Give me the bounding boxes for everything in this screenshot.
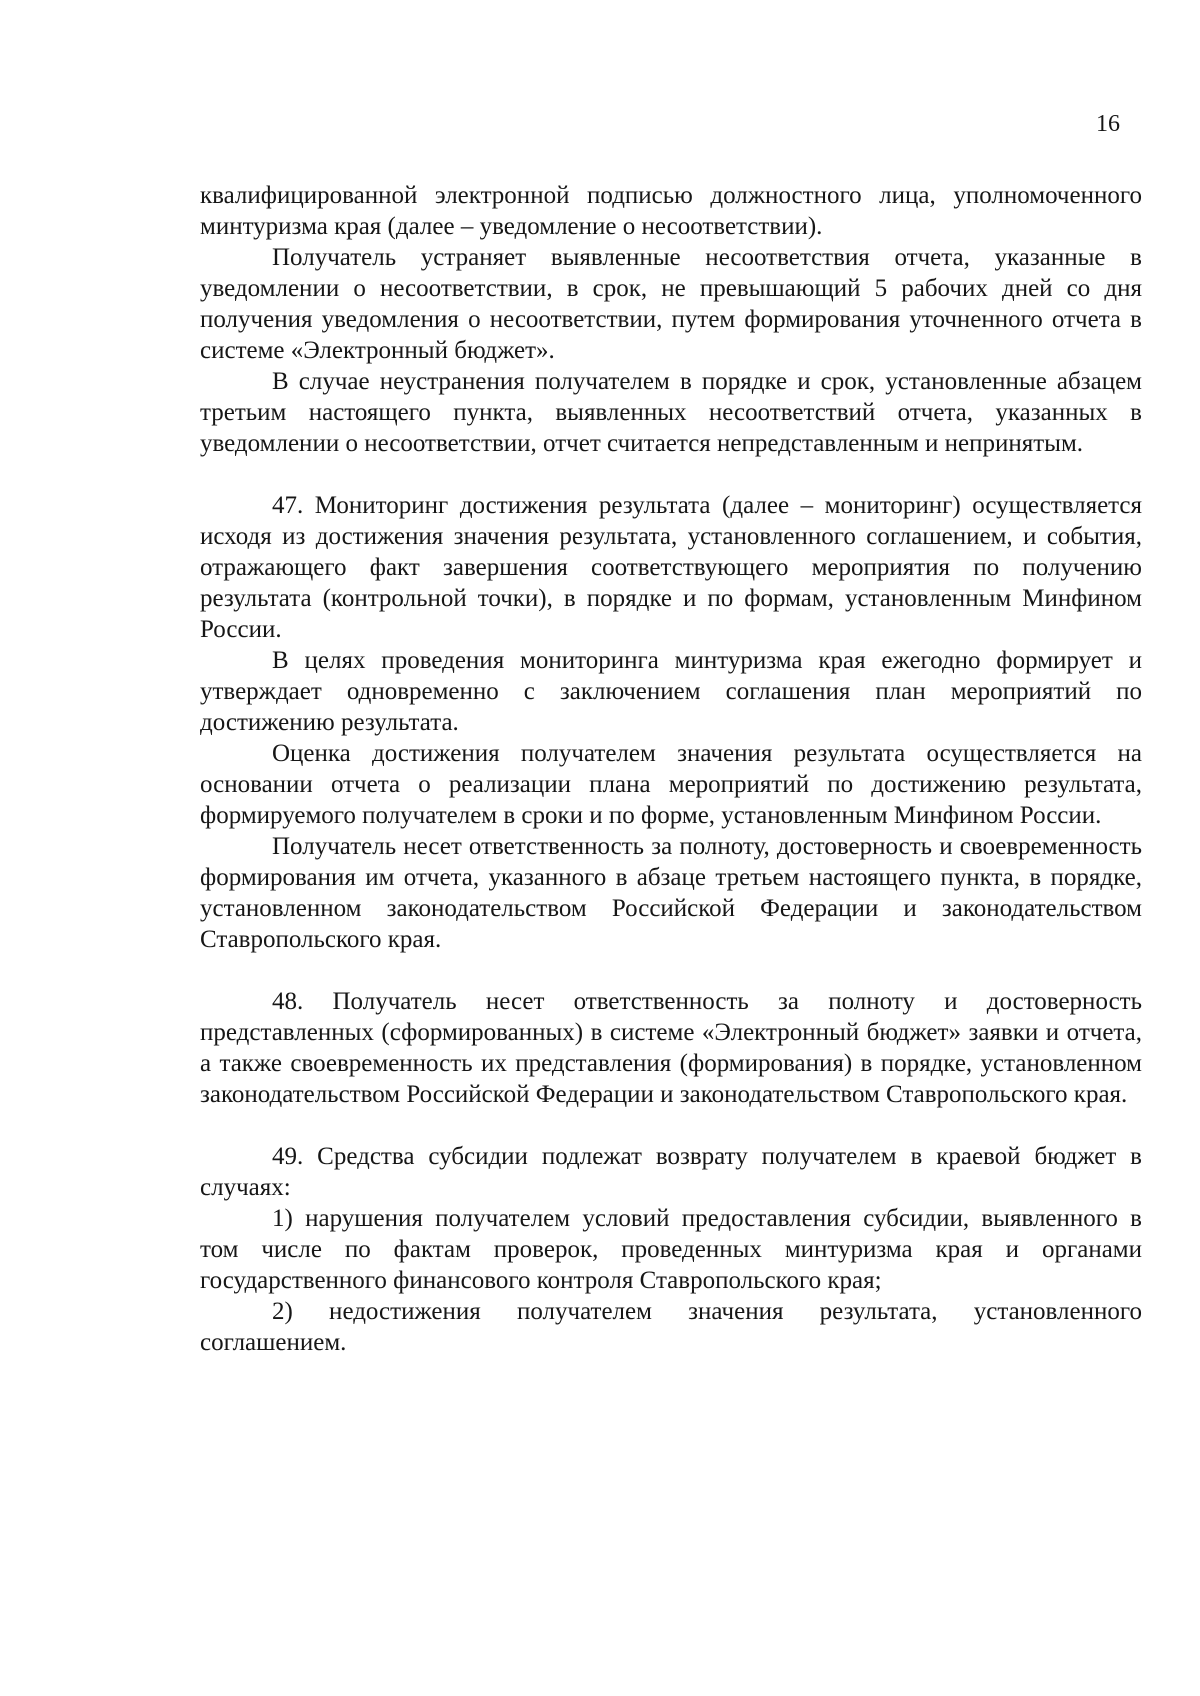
clause-48: 48. Получатель несет ответственность за полноту и достоверность представленных (сформированных) в системе «Электронный бюджет» заявки и отчета, а также своевременность их представления (формирования) в порядке, установленном законодательством Российской Федерации и законодательством Ставропольского края. bbox=[200, 988, 1142, 1108]
clause-49: 49. Средства субсидии подлежат возврату получателем в краевой бюджет в случаях: bbox=[200, 1143, 1142, 1201]
paragraph: Оценка достижения получателем значения результата осуществляется на основании отчета о реализации плана мероприятий по достижению результата, формируемого получателем в сроки и по форме, установленным Минфином России. bbox=[200, 740, 1142, 829]
clause-47: 47. Мониторинг достижения результата (далее – мониторинг) осуществляется исходя из достижения значения результата, установленного соглашением, и события, отражающего факт завершения соответствующего мероприятия по получению результата (контрольной точки), в порядке и по формам, установленным Минфином России. bbox=[200, 492, 1142, 643]
paragraph: квалифицированной электронной подписью должностного лица, уполномоченного минтуризма края (далее – уведомление о несоответствии). bbox=[200, 182, 1142, 240]
paragraph: В случае неустранения получателем в порядке и срок, установленные абзацем третьим настоящего пункта, выявленных несоответствий отчета, указанных в уведомлении о несоответствии, отчет считается непредставленным и непринятым. bbox=[200, 368, 1142, 457]
paragraph: В целях проведения мониторинга минтуризма края ежегодно формирует и утверждает одновременно с заключением соглашения план мероприятий по достижению результата. bbox=[200, 647, 1142, 736]
paragraph: Получатель устраняет выявленные несоответствия отчета, указанные в уведомлении о несоответствии, в срок, не превышающий 5 рабочих дней со дня получения уведомления о несоответствии, путем формирования уточненного отчета в системе «Электронный бюджет». bbox=[200, 244, 1142, 364]
paragraph: Получатель несет ответственность за полноту, достоверность и своевременность формирования им отчета, указанного в абзаце третьем настоящего пункта, в порядке, установленном законодательством Российской Федерации и законодательством Ставропольского края. bbox=[200, 833, 1142, 953]
document-body bbox=[200, 180, 1142, 1358]
list-item: 2) недостижения получателем значения результата, установленного соглашением. bbox=[200, 1298, 1142, 1356]
list-item: 1) нарушения получателем условий предоставления субсидии, выявленного в том числе по фактам проверок, проведенных минтуризма края и органами государственного финансового контроля Ставропольского края; bbox=[200, 1205, 1142, 1294]
page-number: 16 bbox=[1096, 111, 1120, 137]
